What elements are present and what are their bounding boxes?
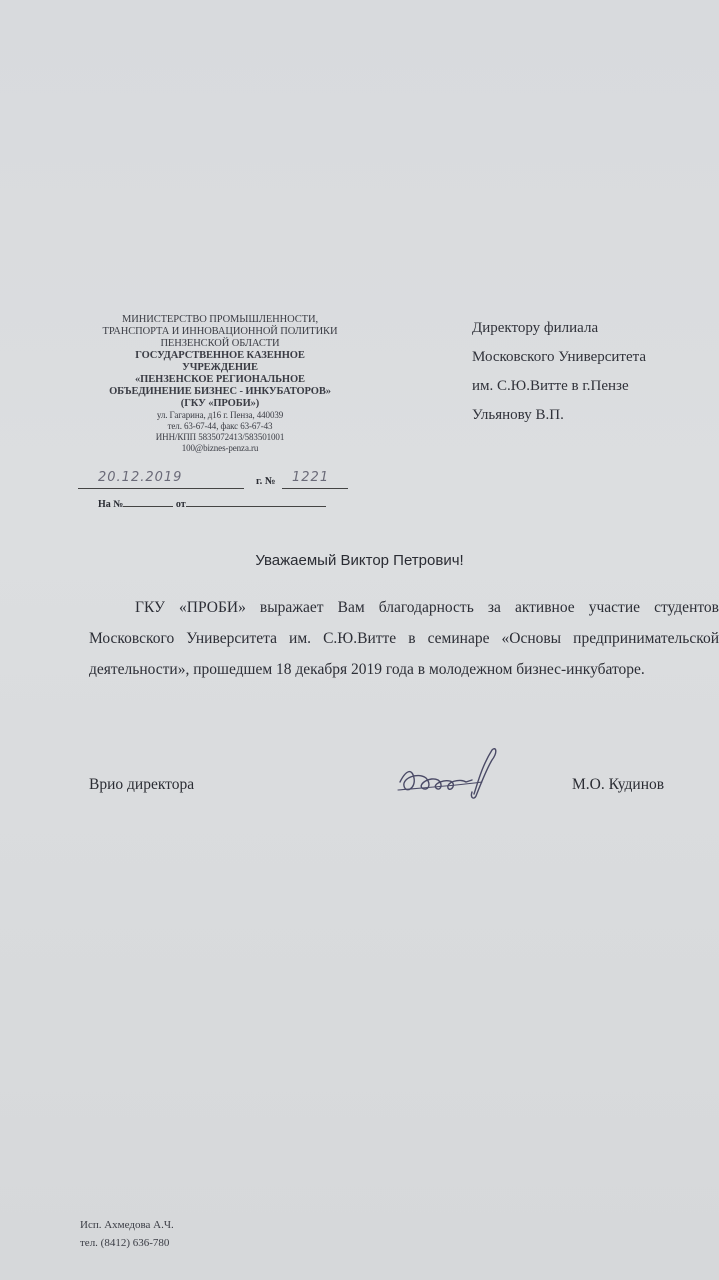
outgoing-date: 20.12.2019 — [98, 470, 183, 485]
reference-from-label: от — [175, 499, 186, 510]
ministry-line-1: МИНИСТЕРСТВО ПРОМЫШЛЕННОСТИ, — [122, 314, 318, 325]
institution-line-3: «ПЕНЗЕНСКОЕ РЕГИОНАЛЬНОЕ — [135, 374, 305, 385]
letter-body: ГКУ «ПРОБИ» выражает Вам благодарность за активное участие студентов Московского Университета им. С.Ю.Витте в семинаре «Основы предпринимательской деятельности», прошедшем 18 декабря 2019 года в молодежном бизнес-инкубаторе. — [89, 599, 719, 678]
signatory-position: Врио директора — [89, 776, 195, 793]
outgoing-date-number — [78, 472, 350, 490]
recipient-line-4: Ульянову В.П. — [472, 407, 564, 423]
number-underline — [282, 488, 348, 489]
reference-from-blank — [186, 496, 326, 507]
sender-letterhead — [70, 314, 370, 454]
recipient-block — [472, 314, 646, 430]
greeting: Уважаемый Виктор Петрович! — [255, 552, 464, 569]
reference-no-blank — [123, 496, 173, 507]
number-label: г. № — [256, 476, 276, 487]
outgoing-number: 1221 — [292, 470, 330, 485]
recipient-line-1: Директору филиала — [472, 320, 599, 336]
ministry-line-2: ТРАНСПОРТА И ИННОВАЦИОННОЙ ПОЛИТИКИ — [102, 326, 338, 337]
sender-address: ул. Гагарина, д16 г. Пенза, 440039 — [156, 410, 284, 420]
executor-phone: тел. (8412) 636-780 — [80, 1237, 170, 1249]
recipient-line-2: Московского Университета — [472, 349, 647, 365]
executor-block — [80, 1216, 174, 1252]
executor-name: Исп. Ахмедова А.Ч. — [80, 1219, 174, 1231]
sender-phone: тел. 63-67-44, факс 63-67-43 — [167, 421, 273, 431]
date-underline — [78, 488, 244, 489]
recipient-line-3: им. С.Ю.Витте в г.Пензе — [472, 378, 629, 394]
ministry-line-3: ПЕНЗЕНСКОЙ ОБЛАСТИ — [160, 338, 280, 349]
institution-line-5: (ГКУ «ПРОБИ») — [180, 398, 260, 409]
reference-row — [98, 496, 326, 510]
signatory-name: М.О. Кудинов — [572, 776, 665, 793]
institution-line-2: УЧРЕЖДЕНИЕ — [182, 362, 258, 373]
sender-inn: ИНН/КПП 5835072413/583501001 — [155, 432, 285, 442]
institution-line-4: ОБЪЕДИНЕНИЕ БИЗНЕС - ИНКУБАТОРОВ» — [109, 386, 331, 397]
sender-email: 100@biznes-penza.ru — [181, 443, 259, 453]
reference-no-label: На № — [98, 499, 124, 510]
handwritten-signature — [392, 742, 502, 804]
institution-line-1: ГОСУДАРСТВЕННОЕ КАЗЕННОЕ — [135, 350, 305, 361]
